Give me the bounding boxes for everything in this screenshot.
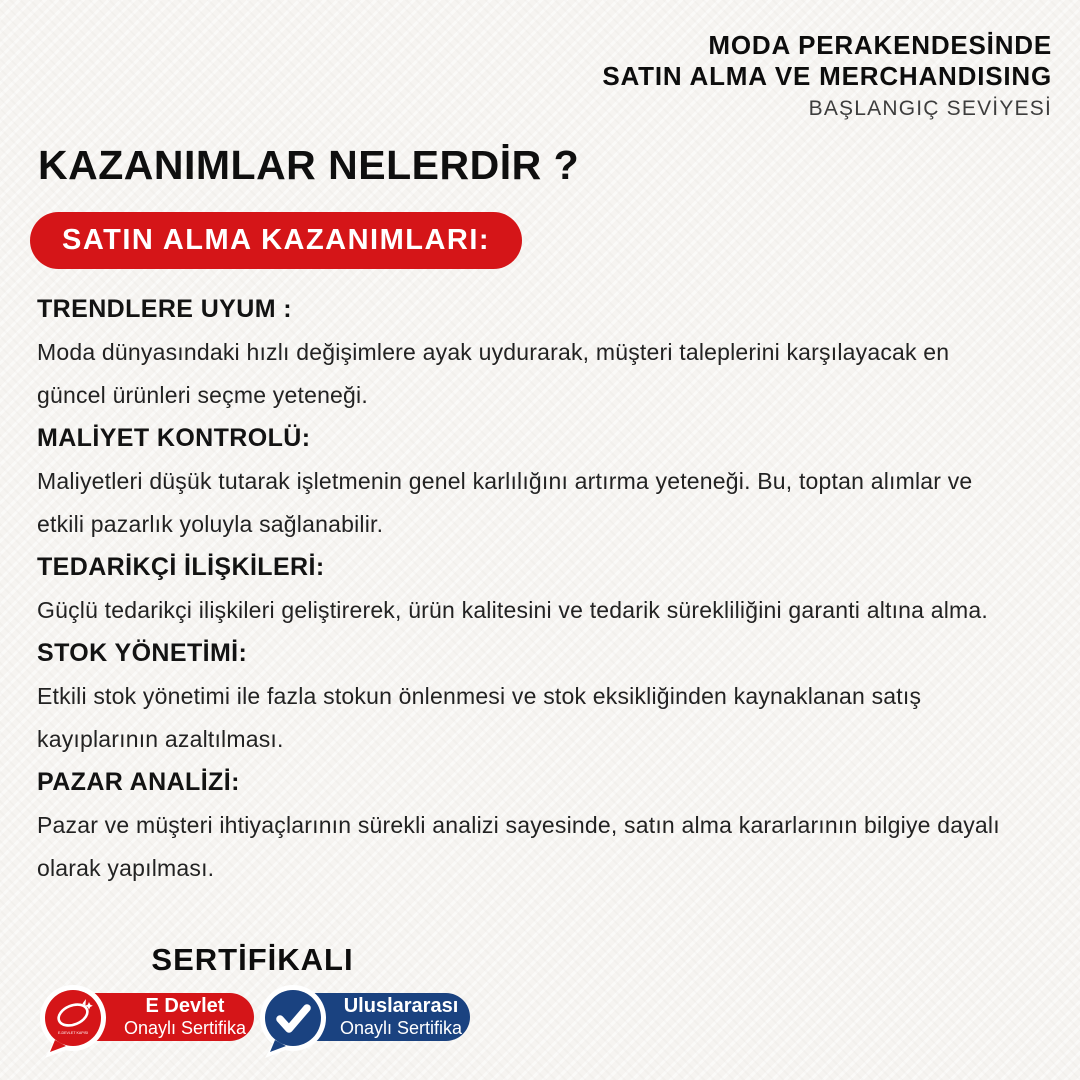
section-heading: TRENDLERE UYUM : xyxy=(37,295,293,323)
section-heading: STOK YÖNETİMİ: xyxy=(37,639,248,667)
section-trendlere-uyum xyxy=(37,288,1022,417)
section-body: Pazar ve müşteri ihtiyaçlarının sürekli analizi sayesinde, satın alma kararlarının bilgiye dayalı olarak yapılması. xyxy=(37,812,1000,881)
page-title: KAZANIMLAR NELERDİR ? xyxy=(38,142,580,188)
section-stok-yonetimi xyxy=(37,632,1022,761)
section-body: Güçlü tedarikçi ilişkileri geliştirerek, ürün kalitesini ve tedarik sürekliliğini garanti altına alma. xyxy=(37,597,989,623)
section-body: Maliyetleri düşük tutarak işletmenin genel karlılığını artırma yeteneği. Bu, toptan alımlar ve etkili pazarlık yoluyla sağlanabilir. xyxy=(37,468,973,537)
international-badge-line1: Uluslararası xyxy=(343,995,459,1017)
section-heading: TEDARİKÇİ İLİŞKİLERİ: xyxy=(37,553,325,581)
edevlet-badge-line1: E Devlet xyxy=(145,995,225,1017)
section-heading: PAZAR ANALİZİ: xyxy=(37,768,240,796)
international-badge-line2: Onaylı Sertifika xyxy=(339,1018,463,1038)
edevlet-logo-caption: E-DEVLET KAPISI xyxy=(57,1031,89,1035)
course-title-line2: SATIN ALMA VE MERCHANDISING xyxy=(602,61,1052,91)
certified-title: SERTİFİKALI xyxy=(151,942,354,977)
section-maliyet-kontrolu xyxy=(37,417,1022,546)
section-body: Etkili stok yönetimi ile fazla stokun önlenmesi ve stok eksikliğinden kaynaklanan satış kayıplarının azaltılması. xyxy=(37,683,922,752)
course-level: BAŞLANGIÇ SEVİYESİ xyxy=(808,97,1052,120)
sections-list xyxy=(37,288,1022,890)
checkmark-icon xyxy=(258,984,328,1060)
course-title-line1: MODA PERAKENDESİNDE xyxy=(708,30,1052,60)
section-body: Moda dünyasındaki hızlı değişimlere ayak uydurarak, müşteri taleplerini karşılayacak en güncel ürünleri seçme yeteneği. xyxy=(37,339,950,408)
section-tedarikci-iliskileri xyxy=(37,546,1022,632)
edevlet-logo-icon xyxy=(38,984,108,1060)
course-header xyxy=(602,30,1052,121)
edevlet-badge-line2: Onaylı Sertifika xyxy=(123,1018,247,1038)
section-heading: MALİYET KONTROLÜ: xyxy=(37,424,311,452)
section-pazar-analizi xyxy=(37,761,1022,890)
section-badge: SATIN ALMA KAZANIMLARI: xyxy=(30,212,522,269)
